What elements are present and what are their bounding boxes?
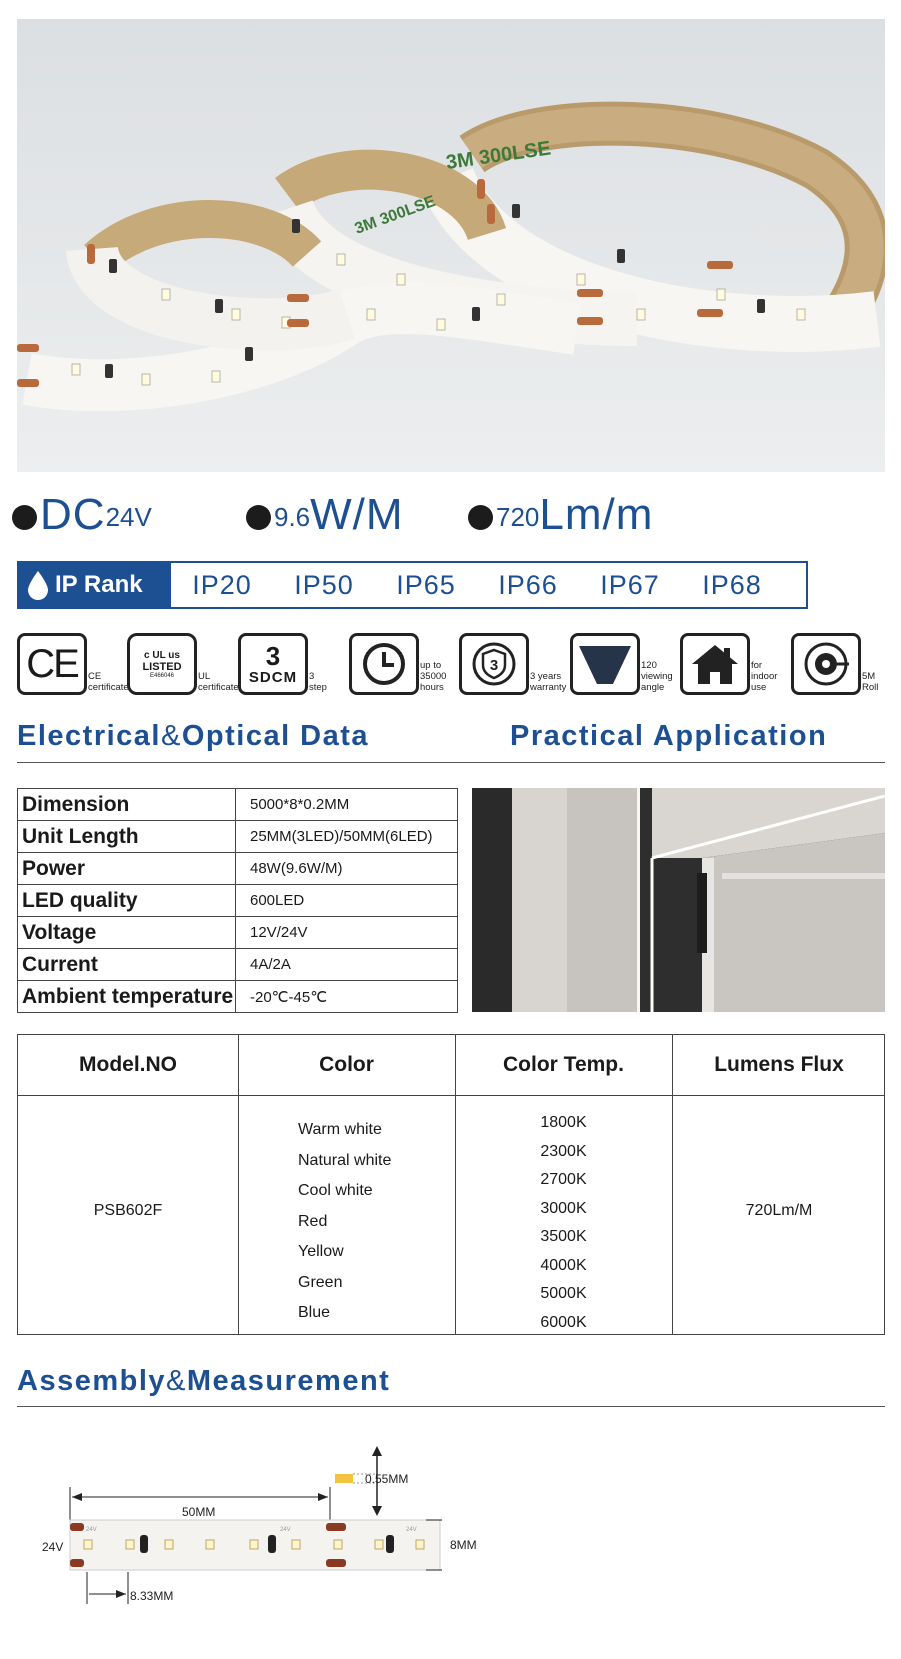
ip-item: IP20 <box>192 569 252 600</box>
spec-power-small: 9.6 <box>274 502 311 532</box>
ip-rank-label <box>19 563 171 607</box>
table-row: LED quality 600LED <box>18 885 458 917</box>
cert-roll <box>791 633 882 695</box>
table-row: Current 4A/2A <box>18 949 458 981</box>
ip-item: IP65 <box>396 569 456 600</box>
spec-power-big: W/M <box>310 490 404 539</box>
list-item: 4000K <box>540 1256 587 1274</box>
spec-power <box>246 490 404 540</box>
assembly-heading: Assembly&Measurement <box>17 1365 391 1397</box>
spec-voltage-big: DC <box>40 490 106 539</box>
header-divider <box>18 1095 884 1096</box>
voltage-label: 24V <box>42 1540 64 1554</box>
list-item: 3500K <box>540 1228 587 1245</box>
clock-icon <box>349 633 419 695</box>
table-row: Power 48W(9.6W/M) <box>18 853 458 885</box>
table-row: Voltage 12V/24V <box>18 917 458 949</box>
cert-caption: for indoor use <box>751 660 778 693</box>
divider <box>17 1406 885 1407</box>
list-item: 1800K <box>540 1114 587 1131</box>
spec-lumens-big: Lm/m <box>539 490 654 539</box>
list-item: Warm white <box>298 1121 382 1138</box>
list-item: 3000K <box>540 1199 587 1217</box>
bullet-icon <box>12 505 37 530</box>
list-item: 6000K <box>540 1313 587 1331</box>
model-value: PSB602F <box>93 1202 163 1219</box>
cert-hours <box>349 633 454 695</box>
ce-mark-icon: CE <box>17 633 87 695</box>
cert-sdcm <box>238 633 333 695</box>
list-item: 2300K <box>540 1142 587 1160</box>
water-drop-icon <box>27 570 49 600</box>
header-model: Model.NO <box>79 1053 177 1076</box>
cert-caption: 5M Roll <box>862 671 879 693</box>
ip-rank-bar <box>17 561 808 609</box>
house-icon <box>680 633 750 695</box>
list-item: 2700K <box>540 1171 587 1188</box>
tape-print: 3M 300LSE <box>444 137 553 174</box>
electrical-table <box>17 788 458 1013</box>
table-row: Unit Length 25MM(3LED)/50MM(6LED) <box>18 821 458 853</box>
ip-rank-text: IP Rank <box>55 571 143 598</box>
bullet-icon <box>468 505 493 530</box>
cert-indoor <box>680 633 781 695</box>
list-item: Red <box>298 1212 328 1230</box>
cert-angle <box>570 633 675 695</box>
practical-heading: Practical Application <box>510 720 828 752</box>
model-table <box>17 1034 885 1335</box>
electrical-heading: Electrical&Optical Data <box>17 720 370 752</box>
lumens-value: 720Lm/M <box>745 1202 813 1219</box>
header-color: Color <box>319 1053 374 1076</box>
viewing-angle-icon <box>570 633 640 695</box>
cert-caption: up to 35000 hours <box>420 660 447 693</box>
list-item: 5000K <box>540 1285 587 1302</box>
spec-lumens-small: 720 <box>496 502 540 532</box>
header-color-temp: Color Temp. <box>503 1053 624 1076</box>
list-item: Natural white <box>298 1151 392 1169</box>
table-row: Ambient temperature -20℃-45℃ <box>18 981 458 1013</box>
spec-voltage <box>12 490 152 540</box>
warranty-shield-icon <box>459 633 529 695</box>
spec-voltage-small: 24V <box>105 502 152 532</box>
pitch-label: 8.33MM <box>130 1589 174 1603</box>
width-label: 8MM <box>450 1538 477 1552</box>
cert-caption: 120 viewing angle <box>641 660 673 693</box>
sdcm-icon: 3 SDCM <box>238 633 308 695</box>
unit-length-label: 50MM <box>182 1505 216 1519</box>
bullet-icon <box>246 505 271 530</box>
list-item: Cool white <box>298 1182 373 1199</box>
strip-print: 24V <box>86 1527 97 1533</box>
list-item: Blue <box>298 1304 331 1321</box>
cert-caption: 3 years warranty <box>530 671 567 693</box>
svg-text:3: 3 <box>489 657 499 674</box>
header-lumens: Lumens Flux <box>714 1053 844 1076</box>
list-item: Green <box>298 1273 343 1291</box>
strip-print: 24V <box>280 1527 291 1533</box>
ip-item: IP66 <box>498 569 558 600</box>
ul-listed-icon: c UL us LISTED E466046 <box>127 633 197 695</box>
cert-caption: UL certificate <box>198 671 239 693</box>
color-list <box>298 1115 391 1329</box>
divider <box>17 762 885 763</box>
height-label: 0.55MM <box>365 1472 409 1486</box>
reel-icon <box>791 633 861 695</box>
temp-list <box>455 1109 672 1337</box>
ip-item: IP50 <box>294 569 354 600</box>
table-row: Dimension 5000*8*0.2MM <box>18 789 458 821</box>
cert-caption: CE certificate <box>88 671 129 693</box>
spec-lumens <box>468 490 653 540</box>
application-photo <box>472 788 885 1012</box>
product-photo <box>17 19 885 472</box>
cert-warranty <box>459 633 568 695</box>
cert-caption: 3 step <box>309 671 327 693</box>
strip-print: 24V <box>406 1527 417 1533</box>
cert-ce <box>17 633 128 695</box>
ip-item: IP67 <box>600 569 660 600</box>
list-item: Yellow <box>298 1243 344 1260</box>
tape-print: 3M 300LSE <box>352 192 438 238</box>
ip-item: IP68 <box>702 569 762 600</box>
cert-ul <box>127 633 240 695</box>
measurement-diagram <box>30 1442 490 1612</box>
